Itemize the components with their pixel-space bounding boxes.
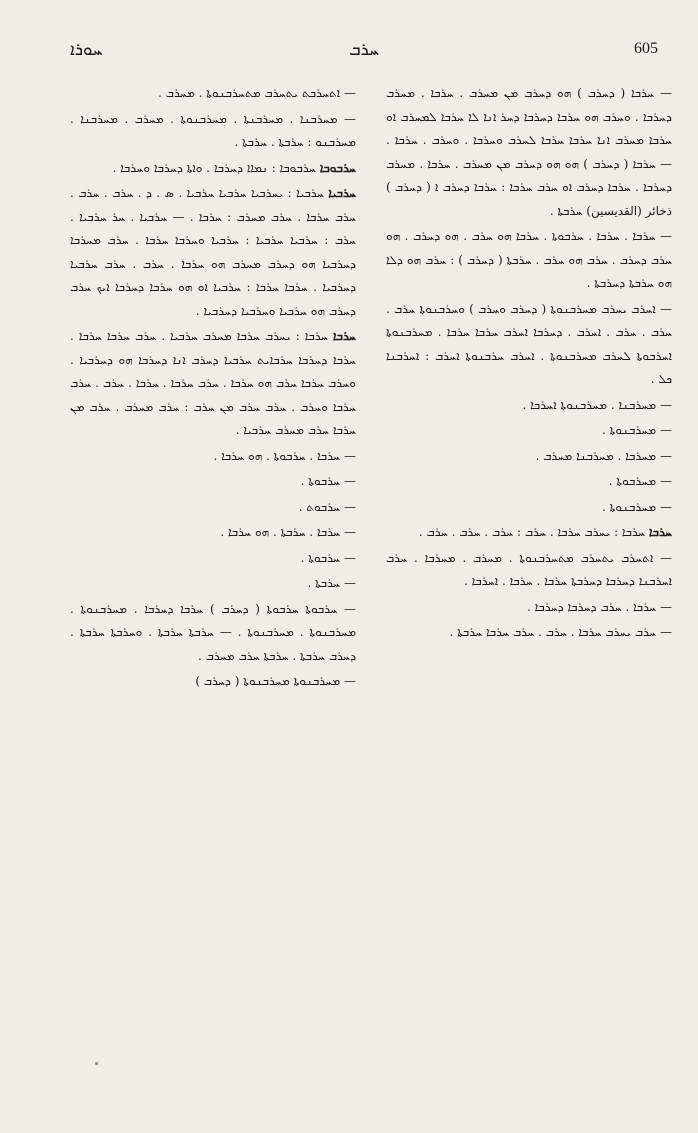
dictionary-entry [386,298,672,392]
entry-text: — ܚܪܒܐ . ܚܪܒܐ . ܚܪܒܘܬܐ . ܚܪܒܐ ܗܘ ܚܪܒ . ܗܘ ܕܚܪܒ . ܗܘ ܚܪܒ ܕܚܪܒ . ܚܪܒ ܗܘ ܚܪܒ . ܚܪܒܬܐ ( ܕܚܪܒ ) : ܚܪܒ ܗܘ ܕܠܐ ܗܘ ܚܪܒܬܐ ܕܚܪܒܬܐ . [386,229,672,290]
entry-text: — ܡܚܪܒܢܐ . ܡܚܪܒܢܬܐ . ܡܚܪܒܢܘܬܐ . ܡܚܪܒ . ܡܚܪܒܢܐ . ܡܚܪܒܢܘ : ܚܪܒܬܐ . ܚܪܒܬܐ . [70,111,356,149]
dictionary-entry [386,82,672,223]
entry-text: — ܐܬܚܪܒܬ ܝܬܚܪܒ ܡܬܚܪܒܢܘܬܐ . ܡܚܪܒ . [158,86,356,100]
entry-headword: ܚܪܒܝܐ [328,186,357,200]
entry-text: — ܚܪܒܐ ( ܕܚܪܒ ) ܗܘ ܕܚܪܒ ܡܢ ܡܚܪܒ . ܚܪܒܐ . ܡܚܪܒ ܕܚܪܒܐ . ܘܚܪܒ ܗܘ ܚܪܒܐ ܕܚܪܒܐ ܕܚܪ ܐܢܐ ܠܐ ܚܪܒܐ ܠܡܚܪܒ ܐܘ ܚܪܒܐ ܡܚܪܒ ܐܢܐ ܚܪܒܐ ܚܪܒܐ ܠܚܪܒ ܘܚܪܒܐ . ܘܚܪܒ . ܚܪܒܐ . — ܚܪܒܐ ( ܕܚܪܒ ) ܗܘ ܗܘ ܕܚܪܒ ܡܢ ܡܚܪܒ . ܚܪܒܐ . ܡܚܪܒ ܕܚܪܒܐ . ܚܪܒܐ ܕܚܪܒ ܐܘ ܚܪܒ ܚܪܒܐ : ܚܪܒܐ ܕܚܪܒ ܐ ( ܕܚܪܒ ) ذخائر (القديسين) ܚܪܒܬܐ . [386,86,672,218]
dictionary-entry [70,670,356,694]
page-number: 605 [634,40,658,57]
right-column [386,82,672,647]
dictionary-entry [70,572,356,596]
dictionary-entry [70,547,356,571]
dictionary-entry [386,419,672,443]
entry-text: — ܡܚܪܒܐ . ܡܚܪܒܢܐ ܡܚܪܒ . [535,448,672,463]
dictionary-entry [70,157,356,181]
dictionary-entry [386,496,672,520]
running-head [70,40,658,68]
entry-text: — ܚܪܒܘܬܐ . [300,474,356,488]
dictionary-entry [70,445,356,469]
entry-text: ܚܪܒܐ : ܝܚܪܒ ܚܪܒܐ . ܚܪܒ : ܚܪܒ . ܚܪܒ . ܚܪܒ . [418,525,646,539]
entry-headword: ܚܪܒܐ [648,525,672,539]
entry-headword: ܚܪܒܐ [332,329,356,343]
entry-text: ܚܪܒܐ : ܝܚܪܒ ܚܪܒܐ ܡܚܪܒ ܚܪܒܝܐ . ܚܪܒ ܚܪܒܐ ܚܪܒܐ . ܚܪܒܐ ܕܚܪܒܐ ܚܪܒܐܝܬ ܚܪܒܝܐ ܕܚܪܒ ܐܢܐ ܕܚܪܒܐ ܗܘ ܕܚܪܒܝܐ . ܘܚܪܒ ܚܪܒܐ ܚܪܒ ܗܘ ܚܪܒܐ . ܚܪܒ ܚܪܒܐ . ܚܪܒܐ . ܚܪܒ . ܚܪܒ ܚܪܒܐ ܘܚܪܒ . ܚܪܒ ܚܪܒ ܡܢ ܚܪܒ : ܚܪܒ ܡܚܪܒ . ܚܪܒ ܡܢ ܚܪܒܐ ܚܪܒ ܡܚܪܒ ܚܪܒܝܐ . [70,329,356,437]
running-head-left: ܚܘܪܐ [70,40,103,60]
dictionary-entry [386,521,672,545]
entry-text: — ܚܪܒ ܝܚܪܒ ܚܪܒܐ . ܚܪܒ . ܚܪܒ ܚܪܒܐ ܚܪܒܬܐ . [449,625,672,639]
entry-headword: ܚܪܒܘܒܐ [319,160,356,175]
dictionary-entry [70,108,356,155]
entry-text: — ܚܪܒܘܬܐ ܚܪܒܘܬܐ ( ܕܚܪܒ ) ܚܪܒܐ ܕܚܪܒܐ . ܡܚܪܒܢܘܬܐ . ܡܚܪܒܢܘܬܐ . ܡܚܪܒܢܘܬܐ . — ܚܪܒܬܐ ܚܪܒܬܐ . ܘܚܪܒܬܐ ܚܪܒܬܐ . ܕܚܪܒ ܚܪܒܬܐ . ܚܪܒܬܐ ܚܪܒ ܡܚܪܒ . [70,601,356,663]
dictionary-entry [386,225,672,296]
entry-text: — ܐܬܚܪܒ ܝܬܚܪܒ ܡܬܚܪܒܢܘܬܐ . ܡܚܪܒ . ܡܚܪܒܐ . ܚܪܒ ܐܚܪܒܢܐ ܕܚܪܒܐ ܕܚܪܒܬܐ ܚܪܒܐ . ܚܪܒܐ . ܐܚܪܒܐ . [386,550,672,588]
dictionary-entry [70,598,356,669]
entry-text: — ܡܚܪܒܢܘܬܐ ܡܚܪܒܢܘܬܐ ( ܕܚܪܒ ) [195,674,356,688]
dictionary-entry [70,325,356,443]
entry-text: — ܚܪܒܐ . ܚܪܒ ܕܚܪܒܐ ܕܚܪܒܐ . [527,599,672,614]
entry-text: — ܚܪܒܐ . ܚܪܒܬܐ . ܗܘ ܚܪܒܐ . [220,525,356,539]
entry-text: — ܡܚܪܒܢܐ . ܡܚܪܒܢܘܬܐ ܐܚܪܒܐ . [522,397,672,412]
entry-text: ܚܪܒܝܐ : ܝܚܪܒܝܐ ܚܪܒܝܐ ܚܪܒܝܐ . ܣ . ܕ . ܚܪܒ . ܚܪܒ . ܚܪܒ ܚܪܒܐ . ܚܪܒ ܡܚܪܒ : ܚܪܒܐ . — ܚܪܒܝܐ . ܚܪ ܚܪܒܝܐ . ܚܪܒ : ܚܪܒܝܐ ܚܪܒܝܐ : ܚܪܒܝܐ ܘܚܪܒܐ ܚܪܒܐ . ܚܪܒ ܡܚܪܒܐ ܕܚܪܒܝܐ ܗܘ ܕܚܪܒ ܡܚܪܒ ܗܘ ܚܪܒܐ . ܚܪܒ . ܚܪܒ ܚܪܒܝܐ ܕܚܪܒܝܐ . ܚܪܒܐ ܚܪܒܐ : ܚܪܒܝܐ ܐܘ ܗܘ ܚܪܒܐ ܕܚܪܒܐ ܐܝܟ ܚܪܒ ܕܚܪܒ ܗܘ ܚܪܒܝܐ ܘܚܪܒܝܐ ܕܚܪܒܝܐ . [70,186,356,318]
entry-text: — ܚܪܒܘܬ . [298,499,356,514]
dictionary-entry [70,521,356,545]
dictionary-entry [70,182,356,323]
dictionary-entry [386,470,672,494]
dictionary-entry [386,596,672,620]
entry-text: — ܡܚܪܒܢܘܬܐ . [602,423,672,437]
entry-text: — ܚܪܒܬܐ . [307,576,356,590]
entry-text: — ܚܪܒܘܬܐ . [300,550,356,565]
entry-text: — ܐܚܪܒ ܝܚܪܒ ܡܚܪܒܢܘܬܐ ( ܕܚܪܒ ܘܚܪܒ ) ܘܚܪܒܢܘܬܐ ܚܪܒ . ܚܪܒ . ܚܪܒ . ܐܚܪܒ . ܕܚܪܒܐ ܐܚܪܒ ܚܪܒܐ ܚܪܒܐ . ܡܚܪܒܢܘܬܐ ܐܚܪܒܘܬܐ ܠܚܪܒ ܡܚܪܒܢܘܬܐ . ܐܚܪܒ ܚܪܒܢܘܬܐ ܐܚܪܒ : ܐܚܪܒܢܐ ܟܠ . [386,301,672,386]
paper-speck [95,1062,98,1065]
running-head-center: ܚܪܒ [348,40,380,60]
entry-text: — ܡܚܪܒܘܬܐ . [608,474,672,488]
dictionary-entry [70,496,356,520]
dictionary-entry [386,547,672,594]
dictionary-entry [386,394,672,418]
dictionary-entry [386,621,672,645]
entry-text: — ܚܪܒܐ . ܚܪܒܘܬܐ . ܗܘ ܚܪܒܐ . [213,448,356,463]
left-column [70,82,356,696]
dictionary-entry [386,445,672,469]
dictionary-entry [70,82,356,106]
entry-text: ܚܪܒܘܒܐ : ܢܡܐܐ ܕܚܪܒܐ . ܘܐܬܐ ܕܚܪܒܐ ܘܚܪܒܐ . [112,160,316,175]
entry-text: — ܡܚܪܒܢܘܬܐ . [602,499,672,514]
dictionary-entry [70,470,356,494]
